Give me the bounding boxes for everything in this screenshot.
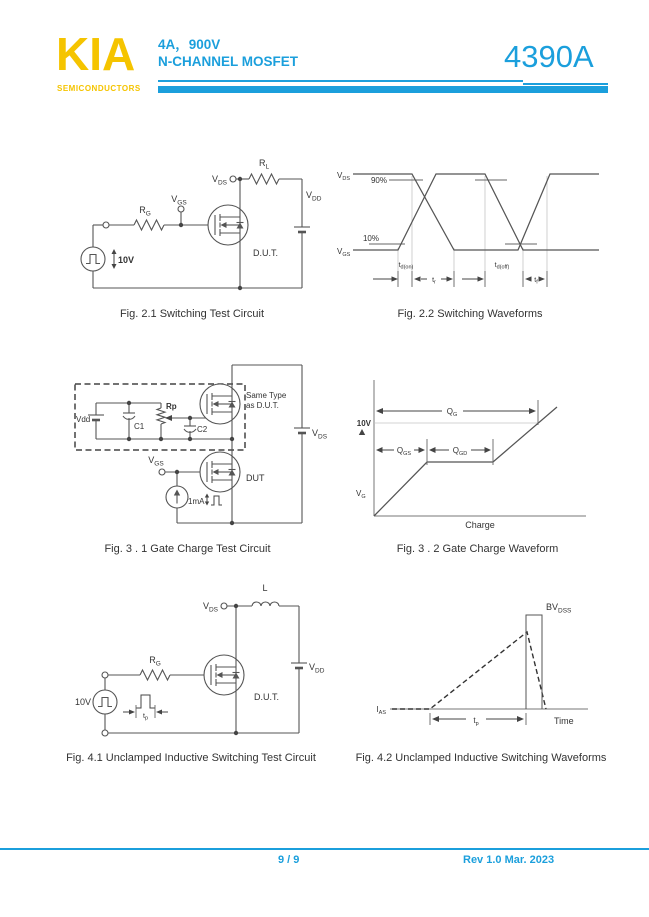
right-arrowhead-icon <box>517 716 524 722</box>
vds-trace <box>353 174 599 250</box>
label-rg: $R_G$ <box>139 205 151 218</box>
vgs-trace <box>353 174 599 250</box>
device-spec <box>158 36 298 70</box>
up-arrowhead-icon <box>112 249 117 254</box>
battery-symbol <box>291 663 307 668</box>
revision-label: Rev 1.0 Mar. 2023 <box>463 854 555 866</box>
pulse-glyph <box>136 695 155 708</box>
part-number: 4390A <box>504 39 594 74</box>
gate-charge-test-circuit-diagram <box>60 352 355 534</box>
label-10v: 10V <box>118 255 135 265</box>
battery-symbol <box>294 227 310 232</box>
source-node <box>234 731 238 735</box>
label-dut: D.U.T. <box>253 248 279 258</box>
label-vgs: $V_{GS}$ <box>148 455 164 468</box>
label-qgs: $Q_{GS}$ <box>396 446 412 457</box>
mosfet-symbol <box>208 205 248 245</box>
label-same-type-2: as D.U.T. <box>246 401 279 410</box>
label-vds: $V_{DS}$ <box>202 601 218 614</box>
label-vds: $V_{DS}$ <box>312 428 328 441</box>
left-arrowhead-icon <box>156 710 162 715</box>
label-dut: DUT <box>246 473 265 483</box>
label-10pct: 10% <box>362 234 379 243</box>
measurement-bars <box>369 180 547 287</box>
label-vgs: $V_{GS}$ <box>337 247 351 258</box>
device-rating: 4A，900V <box>158 37 221 52</box>
vds-probe-terminal <box>230 176 236 182</box>
label-time-axis: Time <box>554 716 574 726</box>
node <box>127 401 131 405</box>
pulse-source-symbol <box>93 690 117 714</box>
load-resistor-symbol <box>249 174 279 184</box>
figure-4-2 <box>350 582 612 764</box>
label-vds: $V_{DS}$ <box>337 171 350 182</box>
device-type: N-CHANNEL MOSFET <box>158 54 298 69</box>
node <box>188 437 192 441</box>
vds-battery-symbol <box>294 428 310 433</box>
node <box>159 437 163 441</box>
uis-test-circuit-diagram <box>60 578 345 742</box>
vds-probe-terminal <box>221 603 227 609</box>
drain-node <box>234 604 238 608</box>
label-rl: $R_L$ <box>258 158 270 171</box>
label-td-off: $t_{d(off)}$ <box>494 262 510 271</box>
right-arrowhead-icon <box>478 276 485 281</box>
right-arrowhead-icon <box>539 276 546 281</box>
mosfet-symbol <box>204 655 244 695</box>
header-rule-thick <box>158 86 608 93</box>
input-terminal <box>103 222 109 228</box>
brand-logo: KIA <box>56 28 136 80</box>
up-arrowhead-icon <box>205 494 209 498</box>
label-charge-axis: Charge <box>465 520 495 530</box>
label-1ma: 1mA <box>188 497 205 506</box>
right-arrowhead-icon <box>485 447 492 453</box>
ground-terminal <box>102 730 108 736</box>
figure-2-2 <box>335 152 605 320</box>
header-rule-thin-right <box>523 83 608 85</box>
right-arrowhead-icon <box>529 408 536 414</box>
wiper-arrowhead-icon <box>165 415 172 421</box>
vgs-probe-terminal <box>159 469 165 475</box>
label-vgs: $V_{GS}$ <box>171 194 187 207</box>
figure-caption: Fig. 3 . 2 Gate Charge Waveform <box>396 543 559 555</box>
figure-3-1 <box>60 352 355 555</box>
label-dut: D.U.T. <box>254 692 280 702</box>
right-arrowhead-icon <box>447 276 454 281</box>
label-c1: C1 <box>134 422 145 431</box>
right-arrowhead-icon <box>419 447 426 453</box>
pulse-glyph <box>211 496 222 505</box>
figure-caption: Fig. 2.1 Switching Test Circuit <box>119 308 265 320</box>
reference-guides <box>398 176 547 286</box>
label-tr: $t_r$ <box>432 277 436 286</box>
label-same-type-1: Same Type <box>246 391 287 400</box>
gate-charge-waveform-diagram <box>350 362 605 534</box>
current-trace <box>392 632 546 709</box>
label-td-on: $t_{d(on)}$ <box>398 262 414 271</box>
gate-resistor-symbol <box>140 670 170 680</box>
label-qgd: $Q_{GD}$ <box>452 446 468 457</box>
label-vdd: Vdd <box>76 415 91 424</box>
brand-logo-subtext: SEMICONDUCTORS <box>57 84 141 93</box>
label-rp: Rp <box>166 402 177 411</box>
node <box>230 521 234 525</box>
right-arrowhead-icon <box>392 276 399 281</box>
label-ias: $I_{AS}$ <box>376 705 386 716</box>
driver-mosfet-symbol <box>200 384 240 424</box>
label-vds: $V_{DS}$ <box>211 174 227 187</box>
figure-caption: Fig. 4.1 Unclamped Inductive Switching Test Circuit <box>66 752 316 764</box>
label-tp: $t_p$ <box>142 713 149 722</box>
label-tf: $t_f$ <box>534 277 538 286</box>
input-terminal <box>102 672 108 678</box>
left-arrowhead-icon <box>432 716 439 722</box>
label-90pct: 90% <box>370 176 387 185</box>
header-rule-thin <box>158 80 523 82</box>
pulse-source-symbol <box>81 247 105 271</box>
current-source-symbol <box>166 486 188 508</box>
axes <box>374 380 586 516</box>
left-arrowhead-icon <box>414 276 421 281</box>
switching-waveforms-diagram <box>335 152 605 292</box>
uis-waveforms-diagram <box>350 582 612 738</box>
drain-node <box>238 177 242 181</box>
label-l: L <box>262 583 268 593</box>
label-10v: 10V <box>356 419 371 428</box>
label-vdd: $V_{DD}$ <box>306 190 322 203</box>
gate-resistor-symbol <box>134 220 164 230</box>
switching-test-circuit-diagram <box>57 150 327 302</box>
label-qg: $Q_G$ <box>446 407 458 418</box>
label-rg: $R_G$ <box>149 655 161 668</box>
axis-up-arrowhead-icon <box>359 429 365 435</box>
right-arrowhead-icon <box>129 710 135 715</box>
left-arrowhead-icon <box>376 408 383 414</box>
rp-resistor-symbol <box>157 408 165 424</box>
circuit-wires <box>93 179 302 288</box>
left-arrowhead-icon <box>429 447 436 453</box>
vgs-probe-terminal <box>178 206 184 212</box>
page-number: 9 / 9 <box>278 854 300 866</box>
label-10v: 10V <box>74 697 91 707</box>
label-c2: C2 <box>197 425 208 434</box>
label-tp: $t_p$ <box>473 716 479 727</box>
left-arrowhead-icon <box>376 447 383 453</box>
down-arrowhead-icon <box>112 264 117 269</box>
source-node <box>238 286 242 290</box>
footer-rule <box>0 848 649 850</box>
down-arrowhead-icon <box>205 502 209 506</box>
figure-caption: Fig. 3 . 1 Gate Charge Test Circuit <box>104 543 271 555</box>
charge-ticks <box>427 400 538 465</box>
figure-caption: Fig. 2.2 Switching Waveforms <box>397 308 543 320</box>
figure-4-1 <box>60 578 345 764</box>
node <box>188 416 192 420</box>
dut-mosfet-symbol <box>200 452 240 492</box>
label-vdd: $V_{DD}$ <box>309 662 325 675</box>
vdd-battery-symbol <box>88 415 104 420</box>
gate-node <box>179 223 183 227</box>
circuit-wires <box>105 602 299 733</box>
figure-caption: Fig. 4.2 Unclamped Inductive Switching Waveforms <box>355 752 607 764</box>
left-arrowhead-icon <box>525 276 532 281</box>
label-bvdss: $BV_{DSS}$ <box>546 602 572 615</box>
node <box>230 437 234 441</box>
figure-2-1 <box>57 150 327 320</box>
node <box>127 437 131 441</box>
node <box>175 470 179 474</box>
figure-3-2 <box>350 362 605 555</box>
label-vg: $V_G$ <box>356 489 366 500</box>
